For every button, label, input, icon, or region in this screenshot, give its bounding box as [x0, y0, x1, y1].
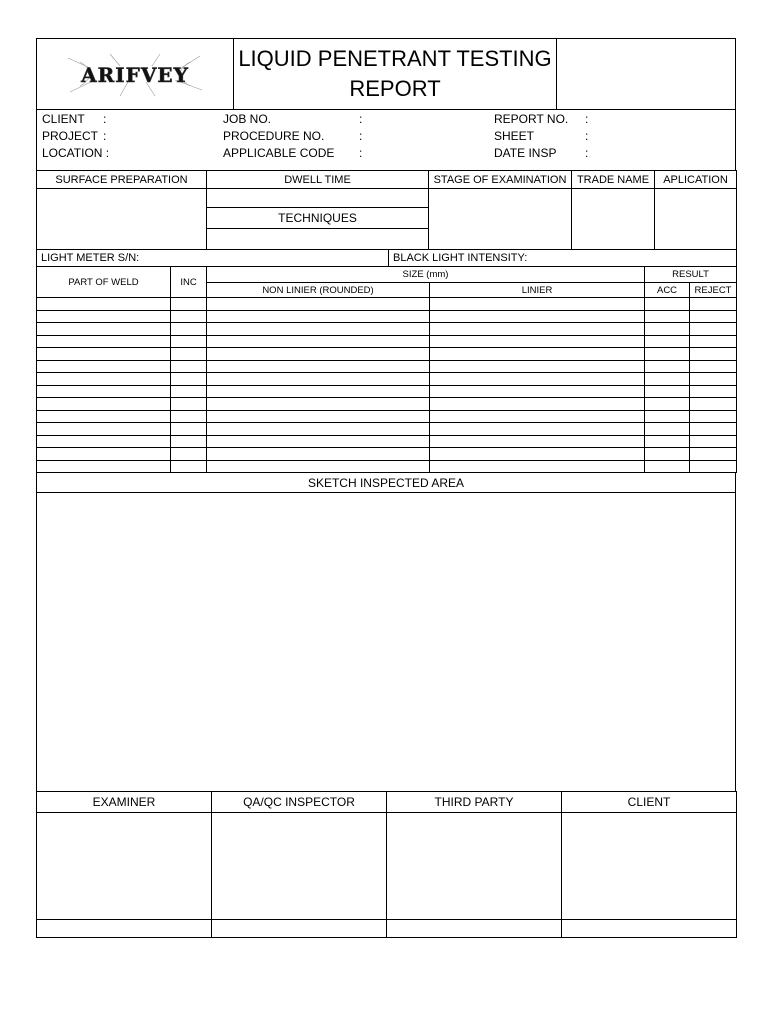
table-cell[interactable]: [645, 448, 690, 461]
table-cell[interactable]: [171, 310, 207, 323]
header-blank-cell: [557, 39, 736, 110]
table-cell[interactable]: [645, 310, 690, 323]
table-cell[interactable]: [171, 398, 207, 411]
table-row: [37, 410, 737, 423]
table-cell[interactable]: [690, 335, 737, 348]
table-cell[interactable]: [645, 423, 690, 436]
results-table: [36, 266, 737, 473]
date-insp-label: DATE INSP: [494, 146, 557, 160]
table-cell[interactable]: [207, 460, 430, 473]
title-cell: [234, 39, 557, 110]
table-cell[interactable]: [430, 435, 645, 448]
table-cell[interactable]: [645, 373, 690, 386]
table-cell[interactable]: [37, 360, 171, 373]
report-no-label: REPORT NO.: [494, 112, 569, 126]
table-cell[interactable]: [207, 448, 430, 461]
table-cell[interactable]: [690, 410, 737, 423]
date-insp-colon: :: [585, 146, 589, 160]
table-cell[interactable]: [645, 398, 690, 411]
report-no-colon: :: [585, 112, 589, 126]
surface-preparation-value[interactable]: [37, 189, 207, 250]
applicable-code-label: APPLICABLE CODE: [223, 146, 335, 160]
stage-of-examination-header: STAGE OF EXAMINATION: [429, 171, 572, 189]
table-row: [37, 348, 737, 361]
table-cell[interactable]: [690, 423, 737, 436]
report-title-line2: REPORT: [349, 76, 441, 101]
trade-name-value[interactable]: [572, 189, 655, 250]
table-cell[interactable]: [37, 335, 171, 348]
table-cell[interactable]: [207, 310, 430, 323]
table-cell[interactable]: [207, 385, 430, 398]
table-cell[interactable]: [645, 335, 690, 348]
qaqc-inspector-header: QA/QC INSPECTOR: [212, 792, 387, 813]
procedure-no-label: PROCEDURE NO.: [223, 129, 325, 143]
table-cell[interactable]: [171, 410, 207, 423]
qaqc-inspector-signature[interactable]: [212, 813, 387, 920]
table-cell[interactable]: [430, 310, 645, 323]
project-colon: :: [103, 129, 107, 143]
table-cell[interactable]: [645, 410, 690, 423]
examiner-signature[interactable]: [37, 813, 212, 920]
signature-table: [36, 791, 737, 938]
client-signature[interactable]: [562, 813, 737, 920]
table-cell[interactable]: [171, 448, 207, 461]
result-rows: [37, 298, 737, 473]
table-row: [37, 423, 737, 436]
table-row: [37, 398, 737, 411]
table-cell[interactable]: [690, 385, 737, 398]
table-cell[interactable]: [37, 460, 171, 473]
result-header: RESULT: [645, 267, 737, 283]
table-row: [37, 373, 737, 386]
dwell-time-header: DWELL TIME: [207, 171, 429, 189]
table-cell[interactable]: [430, 348, 645, 361]
table-cell[interactable]: [207, 348, 430, 361]
info-cell: [37, 110, 736, 171]
table-cell[interactable]: [430, 298, 645, 311]
table-cell[interactable]: [690, 435, 737, 448]
table-cell[interactable]: [37, 435, 171, 448]
client-colon: :: [103, 112, 107, 126]
surface-preparation-header: SURFACE PREPARATION: [37, 171, 207, 189]
table-row: [37, 310, 737, 323]
table-cell[interactable]: [690, 323, 737, 336]
table-cell[interactable]: [171, 373, 207, 386]
table-cell[interactable]: [37, 310, 171, 323]
table-cell[interactable]: [430, 385, 645, 398]
table-cell[interactable]: [430, 335, 645, 348]
table-cell[interactable]: [645, 360, 690, 373]
table-cell[interactable]: [171, 435, 207, 448]
table-cell[interactable]: [645, 435, 690, 448]
info-table: [36, 109, 736, 171]
table-cell[interactable]: [430, 423, 645, 436]
qaqc-inspector-name[interactable]: [212, 920, 387, 938]
client-name[interactable]: [562, 920, 737, 938]
client-header: CLIENT: [562, 792, 737, 813]
table-cell[interactable]: [645, 460, 690, 473]
table-cell[interactable]: [430, 323, 645, 336]
applicable-code-colon: :: [359, 146, 363, 160]
sheet-colon: :: [585, 129, 589, 143]
table-cell[interactable]: [207, 410, 430, 423]
table-cell[interactable]: [430, 460, 645, 473]
job-no-colon: :: [359, 112, 363, 126]
third-party-header: THIRD PARTY: [387, 792, 562, 813]
table-cell[interactable]: [37, 348, 171, 361]
table-cell[interactable]: [37, 373, 171, 386]
table-cell[interactable]: [645, 348, 690, 361]
report-form: [36, 38, 736, 938]
sketch-area[interactable]: [37, 493, 736, 792]
table-cell[interactable]: [207, 335, 430, 348]
table-cell[interactable]: [690, 448, 737, 461]
third-party-name[interactable]: [387, 920, 562, 938]
reject-header: REJECT: [690, 283, 737, 298]
table-row: [37, 298, 737, 311]
table-cell[interactable]: [690, 398, 737, 411]
report-title-line1: LIQUID PENETRANT TESTING: [238, 46, 552, 71]
table-cell[interactable]: [37, 423, 171, 436]
table-cell[interactable]: [430, 373, 645, 386]
table-row: [37, 385, 737, 398]
table-cell[interactable]: [37, 323, 171, 336]
table-cell[interactable]: [690, 310, 737, 323]
sheet-label: SHEET: [494, 129, 535, 143]
part-of-weld-header: PART OF WELD: [37, 267, 171, 298]
table-cell[interactable]: [430, 398, 645, 411]
techniques-value[interactable]: [207, 229, 429, 250]
table-cell[interactable]: [171, 460, 207, 473]
table-row: [37, 460, 737, 473]
table-cell[interactable]: [171, 323, 207, 336]
table-row: [37, 360, 737, 373]
dwell-time-value[interactable]: [207, 189, 429, 208]
table-cell[interactable]: [207, 373, 430, 386]
location-label: LOCATION :: [42, 146, 110, 160]
table-cell[interactable]: [171, 360, 207, 373]
table-cell[interactable]: [207, 423, 430, 436]
table-cell[interactable]: [645, 385, 690, 398]
table-cell[interactable]: [37, 448, 171, 461]
table-cell[interactable]: [171, 423, 207, 436]
examiner-name[interactable]: [37, 920, 212, 938]
black-light-label: BLACK LIGHT INTENSITY:: [389, 250, 737, 267]
linier-header: LINIER: [430, 283, 645, 298]
table-cell[interactable]: [171, 335, 207, 348]
sketch-table: [36, 472, 736, 792]
table-row: [37, 448, 737, 461]
aplication-value[interactable]: [655, 189, 737, 250]
table-cell[interactable]: [207, 435, 430, 448]
trade-name-header: TRADE NAME: [572, 171, 655, 189]
client-label: CLIENT: [42, 112, 85, 126]
table-cell[interactable]: [171, 348, 207, 361]
table-row: [37, 335, 737, 348]
table-cell[interactable]: [690, 373, 737, 386]
logo-text: ARIFVEY: [81, 63, 189, 87]
table-cell[interactable]: [645, 298, 690, 311]
table-cell[interactable]: [171, 298, 207, 311]
table-cell[interactable]: [207, 323, 430, 336]
table-cell[interactable]: [37, 298, 171, 311]
logo-cell: [37, 39, 234, 110]
inc-header: INC: [171, 267, 207, 298]
project-label: PROJECT: [42, 129, 99, 143]
stage-of-examination-value[interactable]: [429, 189, 572, 250]
company-logo: [37, 50, 233, 98]
table-cell[interactable]: [37, 410, 171, 423]
sketch-title: SKETCH INSPECTED AREA: [37, 473, 736, 493]
examiner-header: EXAMINER: [37, 792, 212, 813]
table-cell[interactable]: [690, 360, 737, 373]
table-cell[interactable]: [690, 460, 737, 473]
table-row: [37, 323, 737, 336]
table-cell[interactable]: [690, 298, 737, 311]
size-header: SIZE (mm): [207, 267, 645, 283]
table-cell[interactable]: [207, 298, 430, 311]
techniques-label: TECHNIQUES: [207, 208, 429, 229]
table-cell[interactable]: [645, 323, 690, 336]
aplication-header: APLICATION: [655, 171, 737, 189]
table-cell[interactable]: [207, 398, 430, 411]
light-meter-label: LIGHT METER S/N:: [37, 250, 389, 267]
header-table: [36, 38, 736, 110]
method-table: [36, 170, 737, 250]
table-cell[interactable]: [37, 398, 171, 411]
light-table: [36, 249, 737, 267]
non-linier-header: NON LINIER (ROUNDED): [207, 283, 430, 298]
table-cell[interactable]: [430, 360, 645, 373]
third-party-signature[interactable]: [387, 813, 562, 920]
table-cell[interactable]: [37, 385, 171, 398]
table-cell[interactable]: [690, 348, 737, 361]
table-cell[interactable]: [430, 448, 645, 461]
table-row: [37, 435, 737, 448]
table-cell[interactable]: [430, 410, 645, 423]
table-cell[interactable]: [207, 360, 430, 373]
acc-header: ACC: [645, 283, 690, 298]
job-no-label: JOB NO.: [223, 112, 272, 126]
table-cell[interactable]: [171, 385, 207, 398]
procedure-no-colon: :: [359, 129, 363, 143]
